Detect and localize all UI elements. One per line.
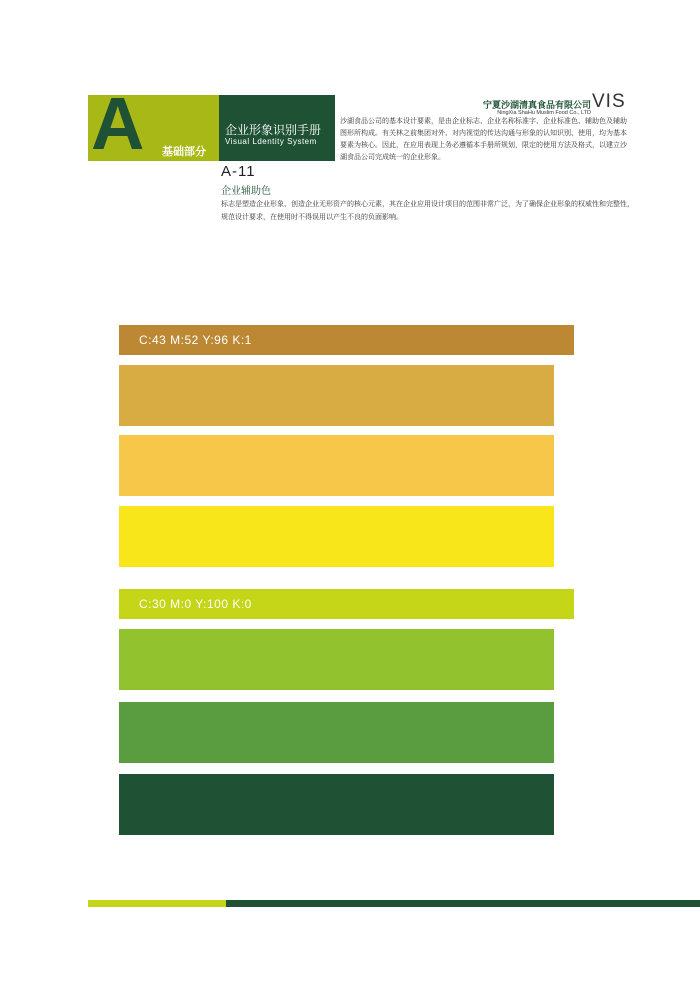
swatch-label: C:30 M:0 Y:100 K:0 (139, 597, 252, 611)
swatch-3 (119, 506, 554, 567)
swatch-2 (119, 435, 554, 496)
section-letter: A (91, 82, 145, 165)
swatch-1 (119, 365, 554, 426)
section-number: A-11 (221, 163, 256, 180)
manual-title-en: Visual Ldentity System (225, 137, 317, 146)
manual-title-block (219, 95, 335, 161)
section-description: 标志是塑造企业形象、创造企业无形资产的核心元素，其在企业应用设计项目的范围非常广泛，为了确保企业形象的权威性和完整性，规范设计要求，在使用时不得误用以产生不良的负面影响。 (221, 200, 634, 221)
swatch-7 (119, 774, 554, 835)
swatch-5 (119, 629, 554, 690)
swatch-0 (119, 325, 574, 355)
swatch-label: C:43 M:52 Y:96 K:1 (139, 333, 252, 347)
swatch-4 (119, 589, 574, 619)
footer-bar-green (226, 900, 700, 907)
manual-title-cn: 企业形象识别手册 (225, 123, 322, 137)
company-name-cn: 宁夏沙湖清真食品有限公司 (482, 101, 591, 111)
intro-text: 沙湖食品公司的基本设计要素，是由企业标志、企业名称标准字、企业标准色、辅助色及辅助图形所构成。有关林之前集团对外、对内视觉的传达沟通与形象的认知识别、使用，均为基本要素为核心。因此，在应用表现上务必遵循本手册所规划，限定的使用方法及格式，以建立沙湖食品公司完成统一的企业形象。 (340, 117, 627, 161)
footer-bar-lime (88, 900, 226, 907)
vis-label: VIS (592, 91, 626, 112)
company-name-en: NingXia ShaHu Muslim Food Co., LTD (497, 110, 591, 116)
section-letter-block (88, 82, 219, 165)
section-title: 企业辅助色 (221, 186, 271, 197)
swatch-6 (119, 702, 554, 763)
section-label: 基础部分 (162, 145, 206, 158)
